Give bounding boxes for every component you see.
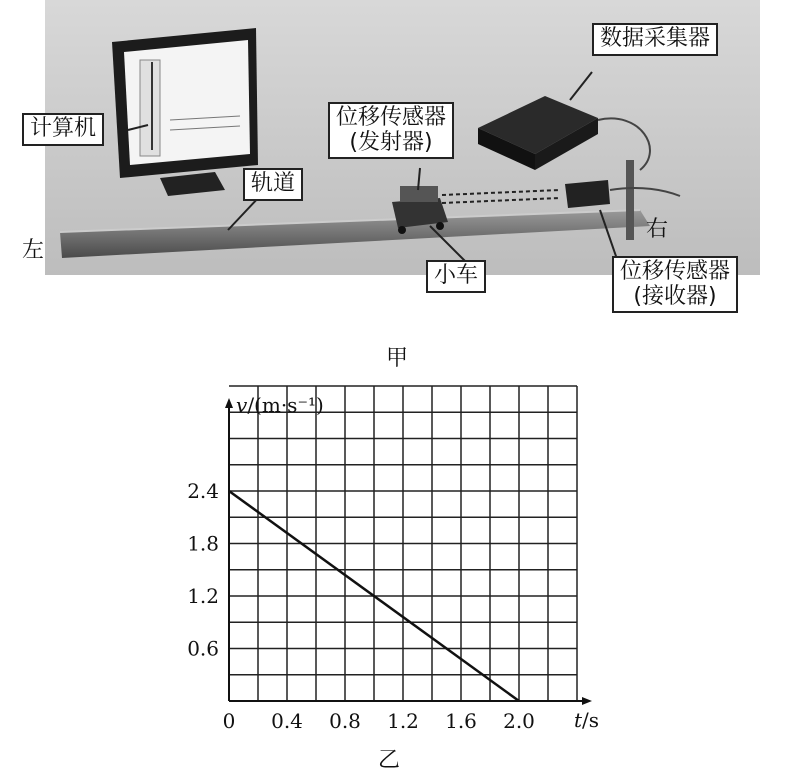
label-cart: 小车 [426, 260, 486, 293]
y-tick-label: 1.8 [187, 531, 219, 556]
label-sensor-emitter [328, 102, 454, 159]
x-tick-label: 0.8 [329, 709, 361, 733]
x-tick-label: 0 [222, 709, 236, 733]
x-axis-arrow [582, 697, 592, 705]
label-sensor-emitter-line2: (发射器) [349, 129, 433, 155]
chart-grid [229, 386, 577, 701]
label-left: 左 [22, 238, 45, 263]
caption-jia: 甲 [386, 346, 409, 371]
label-computer: 计算机 [22, 113, 104, 146]
label-sensor-emitter-line1: 位移传感器 [336, 105, 447, 130]
label-track: 轨道 [243, 168, 303, 201]
label-data-collector: 数据采集器 [592, 23, 718, 56]
chart-axes [225, 398, 592, 705]
label-sensor-receiver-line1: 位移传感器 [620, 259, 731, 284]
x-tick-label: 1.2 [387, 709, 419, 733]
x-tick-label: 1.6 [445, 709, 477, 733]
caption-yi: 乙 [378, 748, 401, 773]
x-tick-label: 0.4 [271, 709, 303, 733]
y-axis-var: v [236, 393, 248, 417]
label-right: 右 [646, 217, 669, 242]
y-tick-label: 2.4 [187, 479, 219, 503]
y-axis-arrow [225, 398, 233, 408]
y-axis-label [236, 393, 324, 417]
velocity-time-chart [0, 380, 792, 777]
label-sensor-receiver-line2: (接收器) [633, 283, 717, 309]
y-tick-label: 0.6 [187, 636, 219, 661]
x-axis-unit: /s [582, 708, 600, 732]
x-tick-label: 2.0 [503, 709, 535, 733]
y-tick-label: 1.2 [187, 584, 219, 608]
label-sensor-receiver [612, 256, 738, 313]
x-axis-label [574, 708, 599, 732]
y-axis-unit: /(m·s⁻¹) [247, 393, 324, 417]
x-axis-var: t [574, 708, 583, 732]
